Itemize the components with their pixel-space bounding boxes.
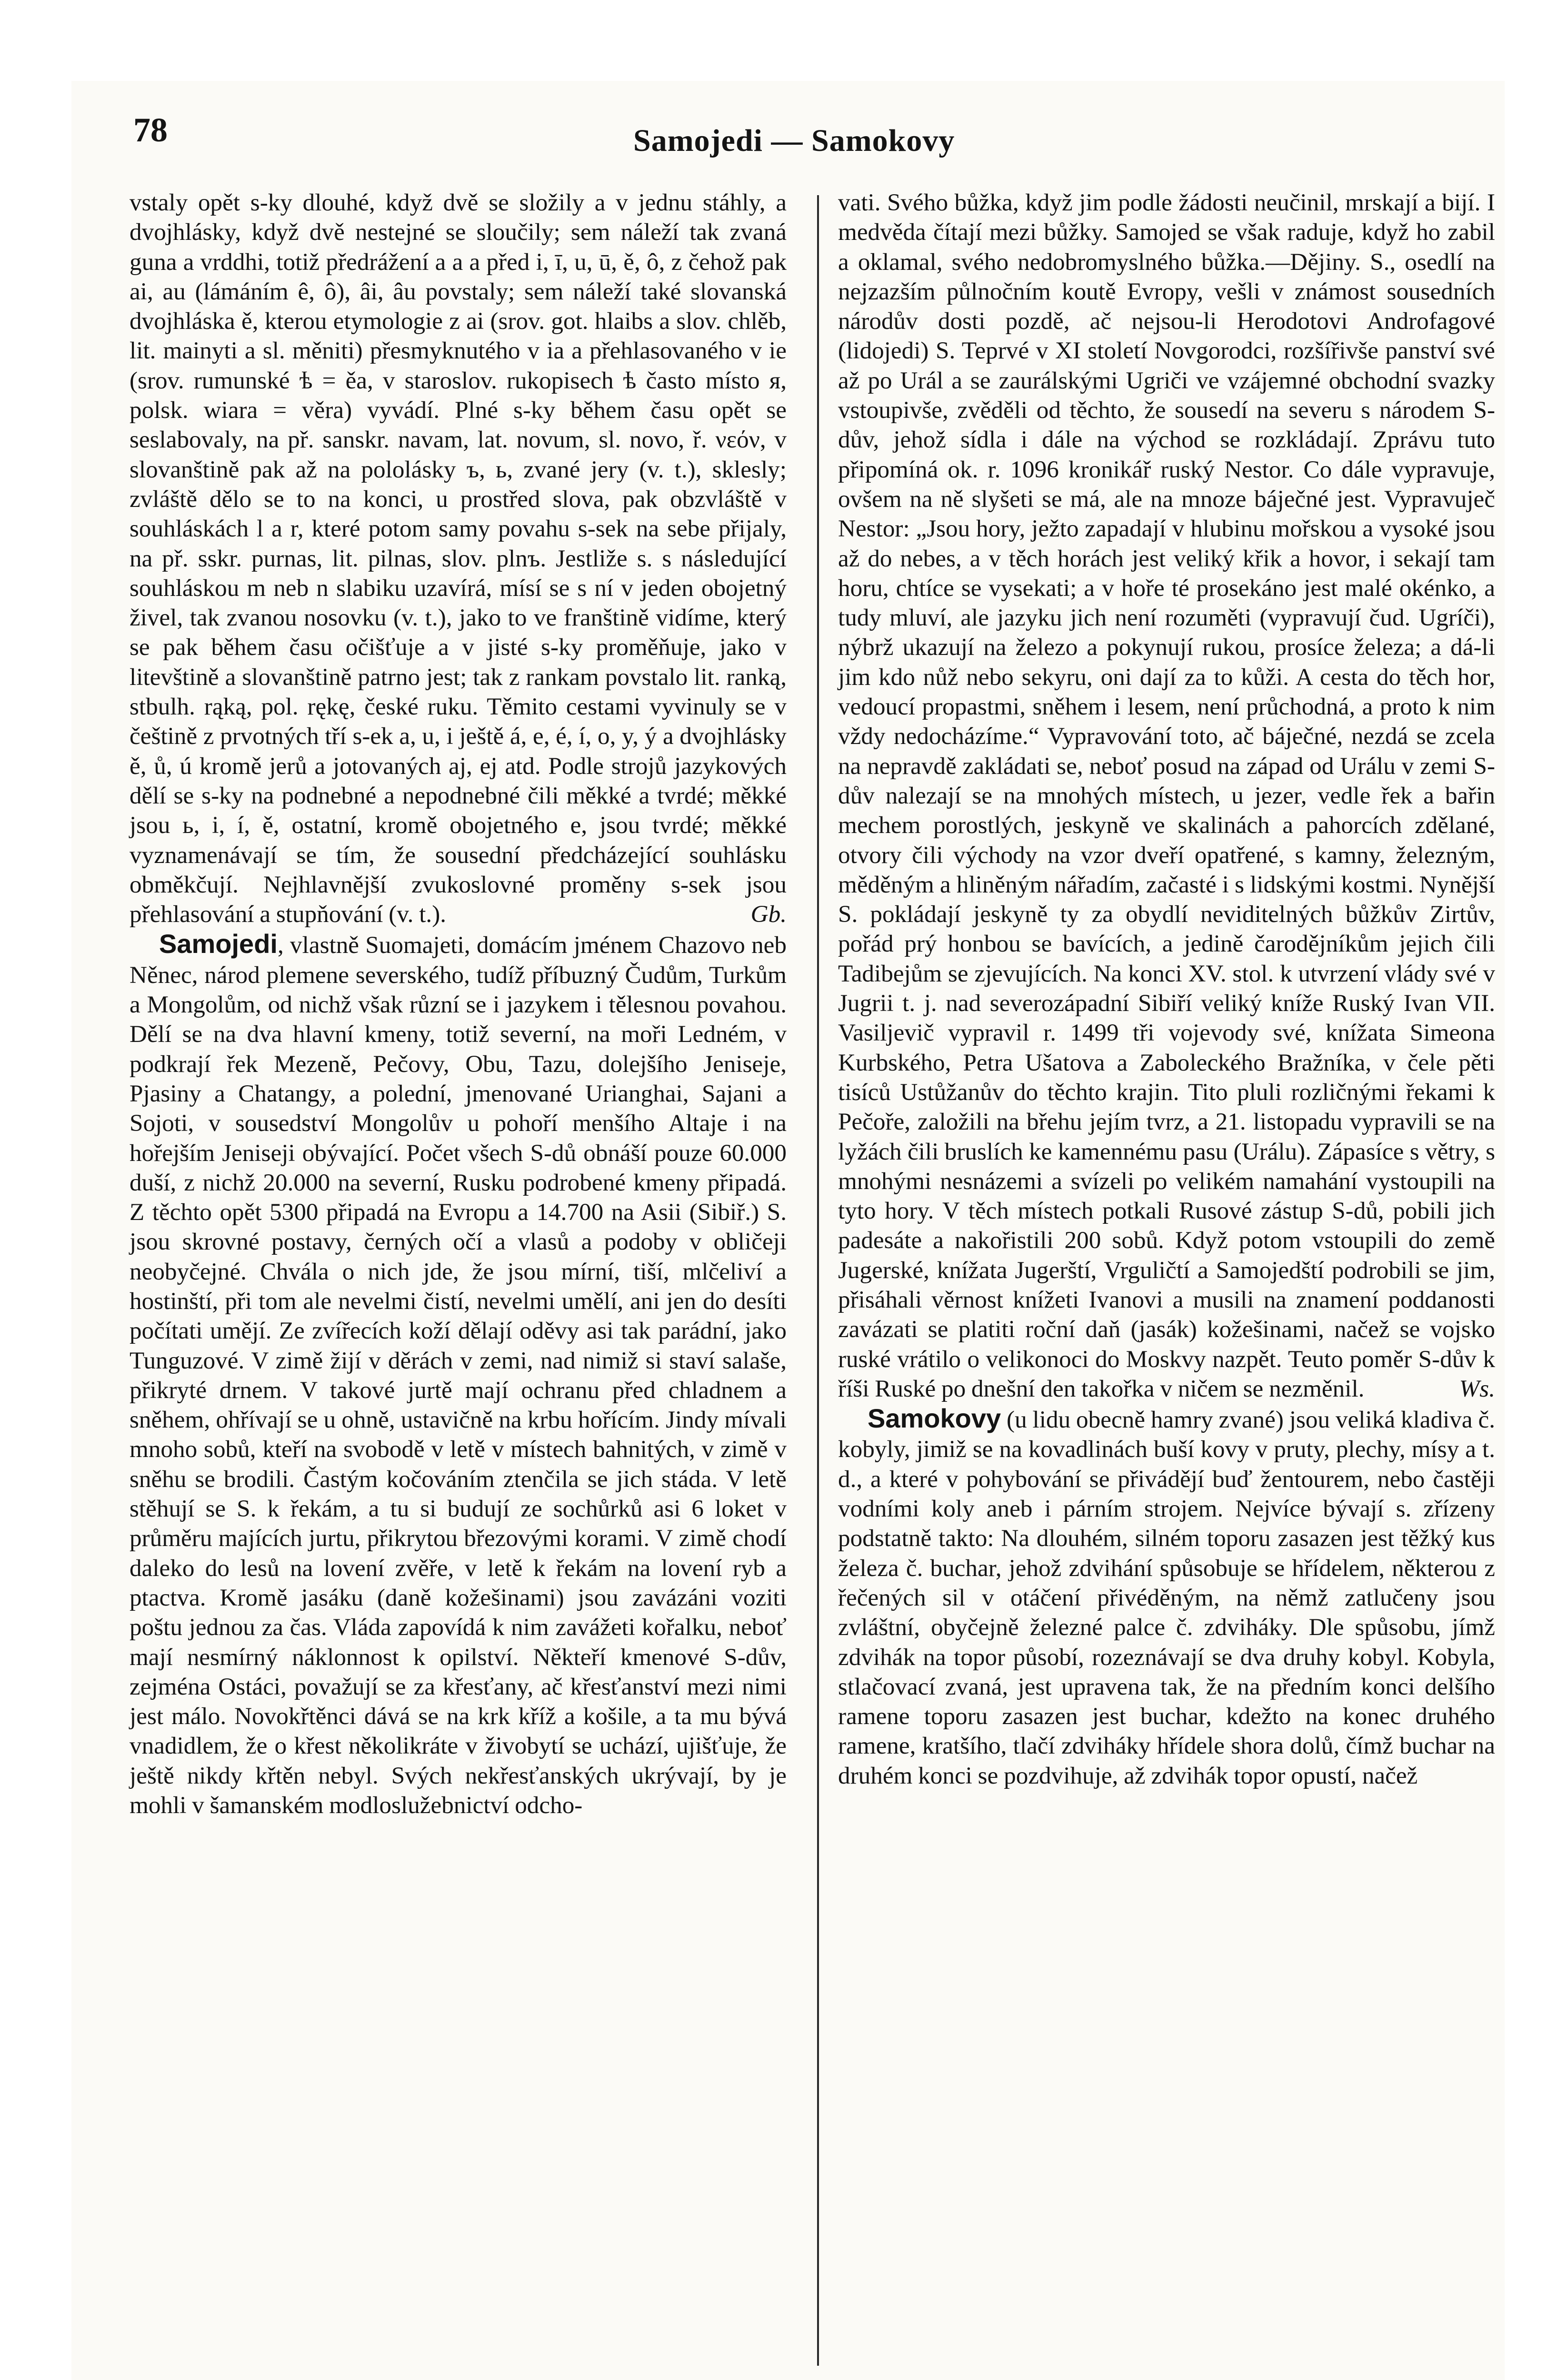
author-signature-ws: Ws.: [1459, 1375, 1495, 1402]
left-column: [130, 188, 787, 2368]
left-paragraph-1: [130, 188, 787, 929]
left-paragraph-1-text: vstaly opět s-ky dlouhé, když dvě se složily a v jednu stáhly, a dvojhlásky, když dvě nestejné se sloučily; sem náleží tak zvaná guna a vrddhi, totiž předrážení a a a před i, ī, u, ū, ě, ô, z čehož pak ai, au (lámáním ê, ô), âi, âu povstaly; sem náleží také slovanská dvojhláska ě, kterou etymologie z ai (srov. got. hlaibs a slov. chlěb, lit. mainyti a sl. měniti) přesmyknutého v ia a přehlasovaného v ie (srov. rumunské ѣ = ěa, v staroslov. rukopisech ѣ často místo я, polsk. wiara = věra) vyvádí. Plné s-ky během času opět se seslabovaly, na př. sanskr. navam, lat. novum, sl. novo, ř. νεόν, v slovanštině pak až na pololásky ъ, ь, zvané jery (v. t.), sklesly; zvláště dělo se to na konci, u prostřed slova, pak obzvláště v souhláskách l a r, které potom samy povahu s-sek na sebe přijaly, na př. sskr. purnas, lit. pilnas, slov. plnъ. Jestliže s. s následující souhláskou m neb n slabiku uzavírá, mísí se s ní v jeden obojetný živel, tak zvanou nosovku (v. t.), jako to ve franštině vidíme, který se pak během času očišťuje a v jisté s-ky proměňuje, jako v litevštině a slovanštině patrno jest; tak z rankam povstalo lit. ranką, stbulh. rąką, pol. rękę, české ruku. Těmito cestami vyvinuly se v češtině z prvotných tří s-ek a, u, i ještě á, e, é, í, o, y, ý a dvojhlásky ě, ů, ú kromě jerů a jotovaných aj, ej atd. Podle strojů jazykových dělí se s-ky na podnebné a nepodnebné čili měkké a tvrdé; měkké jsou ь, i, í, ě, ostatní, kromě obojetného e, jsou tvrdé; měkké vyznamenávají se tím, že sousední předcházející souhlásku obměkčují. Nejhlavnější zvukoslovné proměny s-sek jsou přehlasování a stupňování (v. t.).: [130, 189, 787, 928]
right-paragraph-1-text: vati. Svého bůžka, když jim podle žádosti neučinil, mrskají a bijí. I medvěda čítají mezi bůžky. Samojed se však raduje, když ho zabil a oklamal, svého nedobromyslného bůžka.—Dějiny. S., osedlí na nejzazším půlnočním koutě Evropy, vešli v známost sousedních národův dosti pozdě, ač nejsou-li Herodotovi Androfagové (lidojedi) S. Teprvé v XI století Novgorodci, rozšířivše panství své až po Urál a se zaurálskými Ugriči ve vzájemné obchodní svazky vstoupivše, zvěděli od těchto, že sousedí na severu s národem S-dův, jehož sídla i dále na východ se rozkládají. Zprávu tuto připomíná ok. r. 1096 kronikář ruský Nestor. Co dále vypravuje, ovšem na ně slyšeti se má, ale na mnoze báječné jest. Vypravuječ Nestor: „Jsou hory, ježto zapadají v hlubinu mořskou a vysoké jsou až do nebes, a v těch horách jest veliký křik a hovor, i sekají tam horu, chtíce se vysekati; a v hoře té prosekáno jest malé okénko, a tudy mluví, ale jazyku jich není rozuměti (vypravují čud. Ugríči), nýbrž ukazují na železo a pokynují rukou, prosíce železa; a dá-li jim kdo nůž nebo sekyru, oni dají za to kůži. A cesta do těch hor, vedoucí propastmi, sněhem i lesem, není průchodná, a proto k nim vždy nedocházíme.“ Vypravování toto, ač báječné, nezdá se zcela na nepravdě zakládati se, neboť posud na západ od Urálu v zemi S-dův nalezají se na mnohých místech, u jezer, vedle řek a bařin mechem porostlých, jeskyně ve skalinách a pahorcích zdělané, otvory čili východy na vzor dveří opatřené, s kamny, železným, měděným a hliněným nářadím, začasté i s lidskými kostmi. Nynější S. pokládají jeskyně ty za obydlí neviditelných bůžkův Zirtův, pořád prý honbou se bavících, a jedině čarodějníkům jejich čili Tadibejům se zjevujících. Na konci XV. stol. k utvrzení vlády své v Jugrii t. j. nad severozápadní Sibiří veliký kníže Ruský Ivan VII. Vasiljevič vypravil r. 1499 tři vojevody své, knížata Simeona Kurbského, Petra Ušatova a Zaboleckého Bražníka, v čele pěti tisíců Ustůžanův do těchto krajin. Tito pluli rozličnými řekami k Pečoře, založili na břehu jejím tvrz, a 21. listopadu vypravili se na lyžách čili bruslích ke kamennému pasu (Urálu). Zápasíce s větry, s mnohými nesnázemi a svízeli po velikém namahání vystoupili na tyto hory. V těch místech potkali Rusové zástup S-dů, pobili jich padesáte a nakořistili 200 sobů. Když potom vstoupili do země Jugerské, knížata Jugerští, Vrguličtí a Samojedští podrobili se jim, přisáhali věrnost knížeti Ivanovi a musili na znamení poddanosti zavázati se platiti roční daň (jasák) kožešinami, načež se vojsko ruské vrátilo o velikonoci do Moskvy nazpět. Teuto poměr S-dův k říši Ruské po dnešní den takořka v ničem se nezměnil.: [838, 189, 1495, 1402]
entry-samojedi: [130, 929, 787, 1820]
entry-heading-samojedi: Samojedi: [159, 929, 278, 959]
author-signature-gb: Gb.: [750, 901, 787, 928]
right-column: [838, 188, 1495, 2368]
entry-text-samokovy: (u lidu obecně hamry zvané) jsou veliká kladiva č. kobyly, jimiž se na kovadlinách buší kovy v pruty, plechy, mísy a t. d., a které v pohybování se přivádějí buď žentourem, nebo častěji vodními koly aneb i párním strojem. Nejvíce bývají s. zřízeny podstatně takto: Na dlouhém, silném toporu zasazen jest těžký kus železa č. buchar, jehož zdvihání spůsobuje se hřídelem, některou z řečených sil v otáčení přivéděným, na němž zatlučeny jsou zvláštní, obyčejně železné palce č. zdviháky. Dle spůsobu, jímž zdvihák na topor působí, rozeznávají se dva druhy kobyl. Kobyla, stlačovací zvaná, jest upravena tak, že na předním konci delšího ramene toporu zasazen jest buchar, kdežto na konec druhého ramene, kratšího, tlačí zdviháky hřídele shora dolů, čímž buchar na druhém konci se pozdvihuje, až zdvihák topor opustí, načež: [838, 1406, 1495, 1789]
entry-heading-samokovy: Samokovy: [868, 1403, 1001, 1434]
entry-samokovy: [838, 1404, 1495, 1791]
right-paragraph-1: [838, 188, 1495, 1404]
column-divider: [817, 195, 819, 2366]
entry-text-samojedi: , vlastně Suomajeti, domácím jménem Chazovo neb Něnec, národ plemene severského, tudíž příbuzný Čudům, Turkům a Mongolům, od nichž však různí se i jazykem i tělesnou povahou. Dělí se na dva hlavní kmeny, totiž severní, na moři Ledném, v podkrají řek Mezeně, Pečovy, Obu, Tazu, dolejšího Jeniseje, Pjasiny a Chatangy, a polední, jmenované Urianghai, Sajani a Sojoti, v sousedství Mongolův u pohoří menšího Altaje i na hořejším Jeniseji obývající. Počet všech S-dů obnáší pouze 60.000 duší, z nichž 20.000 na severní, Rusku podrobené kmeny připadá. Z těchto opět 5300 připadá na Evropu a 14.700 na Asii (Sibiř.) S. jsou skrovné postavy, černých očí a vlasů a podoby v obličeji neobyčejné. Chvála o nich jde, že jsou mírní, tiší, mlčeliví a hostinští, při tom ale nevelmi čistí, nevelmi umělí, ani jen do desíti počítati umějí. Ze zvířecích koží dělají oděvy asi tak parádní, jako Tunguzové. V zimě žijí v děrách v zemi, nad nimiž si staví salaše, přikryté drnem. V takové jurtě mají ochranu před chladnem a sněhem, ohřívají se u ohně, ustavičně na krbu hořícím. Jindy mívali mnoho sobů, kteří na svobodě v letě v místech bahnitých, v zimě v sněhu se brodili. Častým kočováním ztenčila se jich stáda. V letě stěhují se S. k řekám, a tu si budují ze sochůrků asi 6 loket v průměru majících jurtu, přikrytou březovými korami. V zimě chodí daleko do lesů na lovení zvěře, v letě k řekám na lovení ryb a ptactva. Kromě jasáku (daně kožešinami) jsou zavázáni voziti poštu jednou za čas. Vláda zapovídá k nim zavážeti kořalku, neboť mají nesmírný náklonnost k opilství. Někteří kmenové S-dův, zejména Ostáci, považují se za křesťany, ač křesťanství mezi nimi jest málo. Novokřtěnci dává se na krk kříž a košile, a ta mu bývá vnadidlem, že o křest několikráte v živobytí se uchází, ujišťuje, že ještě nikdy křtěn nebyl. Svých nekřesťanských ukrývají, by je mohli v šamanském modloslužebnictví odcho-: [130, 932, 787, 1819]
running-head: Samojedi — Samokovy: [633, 123, 955, 158]
page-number: 78: [133, 111, 168, 149]
